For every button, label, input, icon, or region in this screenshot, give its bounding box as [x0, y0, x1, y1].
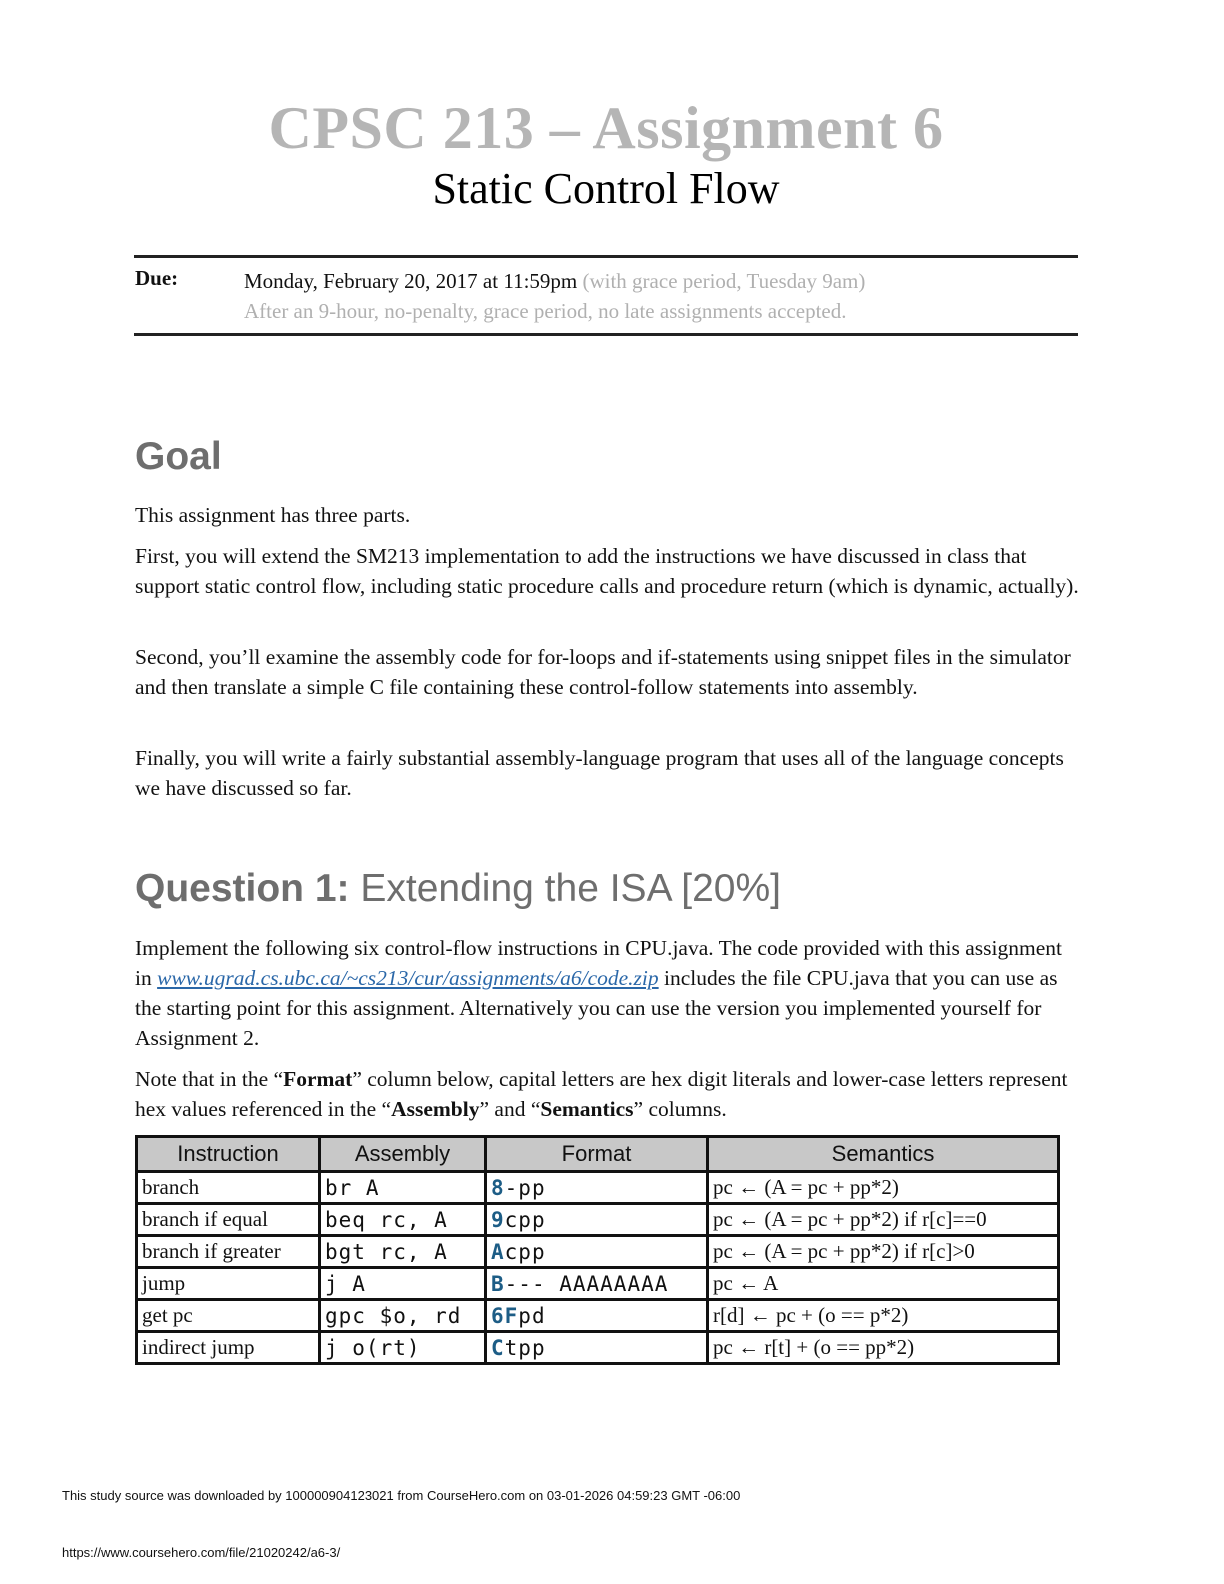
question1-paragraph-1: Implement the following six control-flow instructions in CPU.java. The code provided with this assignment in www.ugrad.cs.ubc.ca/~cs213/cur/assignments/a6/code.zip includes the file CPU.java that you can use as the starting point for this assignment. Alternatively you can use the version you implemented yourself for Assignment 2.: [135, 936, 1062, 1050]
cell-instruction: indirect jump: [137, 1332, 320, 1364]
cell-semantics: pc ← r[t] + (o == pp*2): [708, 1332, 1059, 1364]
table-row: [137, 1204, 1059, 1236]
due-label: Due:: [135, 266, 179, 290]
question1-heading: [135, 866, 781, 912]
top-rule: [134, 255, 1078, 258]
question1-heading-number: Question 1:: [135, 867, 350, 910]
cell-assembly: j o(rt): [320, 1332, 486, 1364]
code-zip-link[interactable]: www.ugrad.cs.ubc.ca/~cs213/cur/assignments/a6/code.zip: [157, 966, 659, 990]
page-subtitle: Static Control Flow: [432, 164, 780, 213]
cell-semantics: pc ← (A = pc + pp*2): [708, 1172, 1059, 1204]
cell-instruction: branch if greater: [137, 1236, 320, 1268]
cell-format: 6Fpd: [486, 1300, 708, 1332]
cell-semantics: pc ← (A = pc + pp*2) if r[c]==0: [708, 1204, 1059, 1236]
due-note: After an 9-hour, no-penalty, grace period, no late assignments accepted.: [244, 299, 847, 323]
header-assembly: Assembly: [320, 1137, 486, 1172]
goal-paragraph-1: This assignment has three parts.: [135, 503, 411, 527]
cell-instruction: get pc: [137, 1300, 320, 1332]
cell-format: B--- AAAAAAAA: [486, 1268, 708, 1300]
question1-paragraph-2: Note that in the “Format” column below, capital letters are hex digit literals and lower-case letters represent hex values referenced in the “Assembly” and “Semantics” columns.: [135, 1067, 1068, 1121]
cell-semantics: pc ← A: [708, 1268, 1059, 1300]
cell-assembly: bgt rc, A: [320, 1236, 486, 1268]
page-title: CPSC 213 – Assignment 6: [268, 95, 944, 161]
footer-source-note: This study source was downloaded by 100000904123021 from CourseHero.com on 03-01-2026 04:59:23 GMT -06:00: [62, 1488, 741, 1503]
goal-heading: Goal: [135, 435, 222, 478]
cell-format: Acpp: [486, 1236, 708, 1268]
cell-format: Ctpp: [486, 1332, 708, 1364]
cell-format: 8-pp: [486, 1172, 708, 1204]
goal-paragraph-4: Finally, you will write a fairly substantial assembly-language program that uses all of the language concepts we have discussed so far.: [135, 746, 1064, 800]
cell-assembly: gpc $o, rd: [320, 1300, 486, 1332]
table-header-row: [137, 1137, 1059, 1172]
cell-instruction: branch if equal: [137, 1204, 320, 1236]
footer-url-link[interactable]: https://www.coursehero.com/file/21020242/a6-3/: [62, 1545, 341, 1560]
instruction-table: [135, 1135, 1060, 1365]
cell-assembly: beq rc, A: [320, 1204, 486, 1236]
header-instruction: Instruction: [137, 1137, 320, 1172]
table-row: [137, 1332, 1059, 1364]
header-format: Format: [486, 1137, 708, 1172]
cell-format: 9cpp: [486, 1204, 708, 1236]
table-row: [137, 1268, 1059, 1300]
table-row: [137, 1172, 1059, 1204]
cell-semantics: r[d] ← pc + (o == p*2): [708, 1300, 1059, 1332]
table-row: [137, 1300, 1059, 1332]
goal-paragraph-3: Second, you’ll examine the assembly code for for-loops and if-statements using snippet files in the simulator and then translate a simple C file containing these control-follow statements into assembly.: [135, 645, 1071, 699]
cell-instruction: jump: [137, 1268, 320, 1300]
table-row: [137, 1236, 1059, 1268]
cell-assembly: br A: [320, 1172, 486, 1204]
cell-semantics: pc ← (A = pc + pp*2) if r[c]>0: [708, 1236, 1059, 1268]
due-date: Monday, February 20, 2017 at 11:59pm: [244, 269, 578, 293]
due-grace: (with grace period, Tuesday 9am): [582, 269, 866, 293]
header-semantics: Semantics: [708, 1137, 1059, 1172]
question1-heading-title: Extending the ISA [20%]: [349, 867, 781, 910]
goal-paragraph-2: First, you will extend the SM213 implementation to add the instructions we have discussed in class that support static control flow, including static procedure calls and procedure return (which is dynamic, actually).: [135, 544, 1079, 598]
cell-assembly: j A: [320, 1268, 486, 1300]
due-details: [244, 266, 1064, 326]
cell-instruction: branch: [137, 1172, 320, 1204]
bottom-rule: [134, 333, 1078, 336]
